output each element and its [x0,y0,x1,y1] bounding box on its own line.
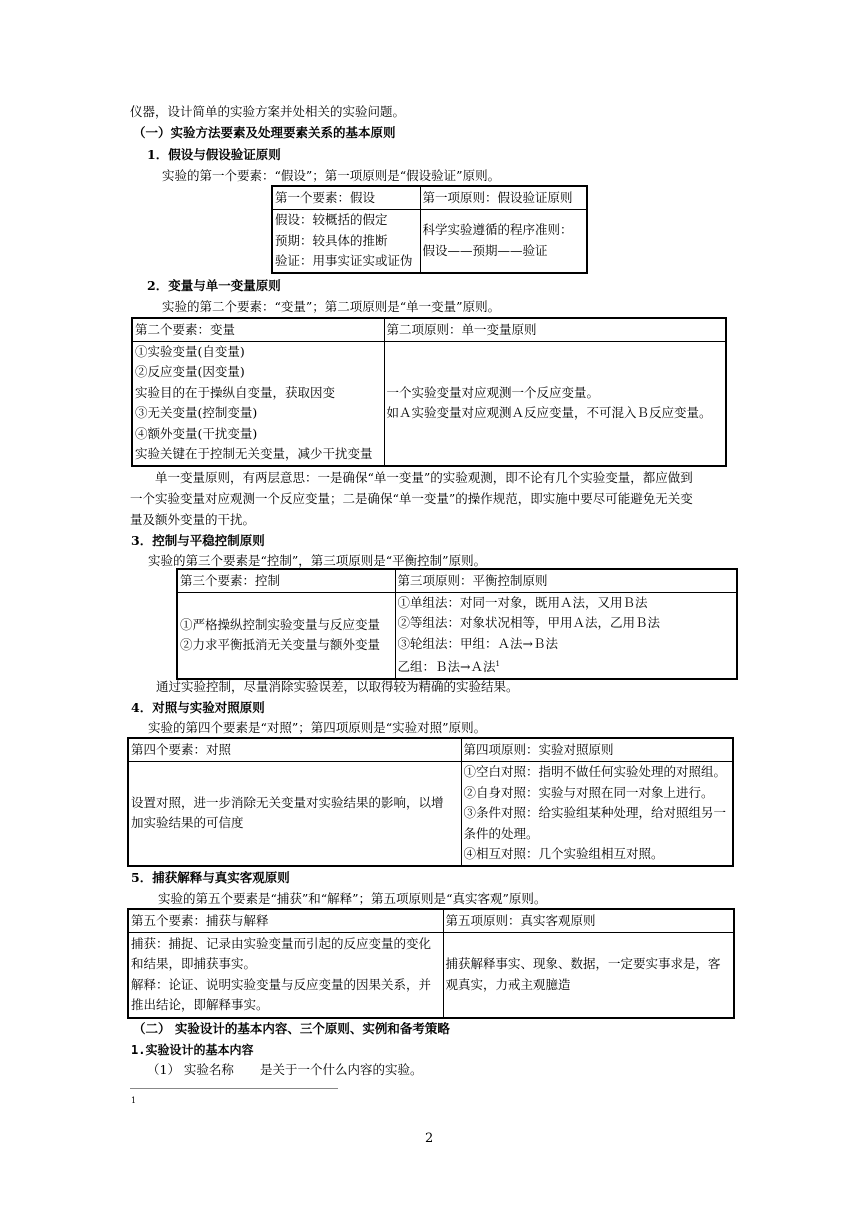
principle-1-intro: 实验的第一个要素：“假设”；第一项原则是“假设验证”原则。 [162,168,501,183]
cell-line: 加实验结果的可信度 [131,815,244,831]
table-variable [131,317,727,467]
cell-line [398,654,735,678]
cell-line: 验证：用事实证实或证伪 [275,253,413,268]
table-cell [177,592,395,679]
table-control [176,568,738,680]
cell-line: 解释：论证、说明实验变量与反应变量的因果关系，并 [131,976,432,992]
cell-line: ①单组法：对同一对象，既用Ａ法，又用Ｂ法 [397,594,648,610]
table-cell [420,209,587,273]
cell-line: 如Ａ实验变量对应观测Ａ反应变量，不可混入Ｂ反应变量。 [386,405,712,420]
table-cell [443,932,734,1018]
cell-line: ②反应变量(因变量) [135,364,245,379]
principle-5-title: 5．捕获解释与真实客观原则 [131,870,290,885]
paragraph-line: 量及额外变量的干扰。 [130,512,256,527]
table-header-cell: 第五项原则：真实客观原则 [443,909,734,932]
cell-line: 科学实验遵循的程序准则： [422,222,573,238]
page-number: 2 [425,1131,434,1146]
principle-3-intro: 实验的第三个要素是“控制”，第三项原则是“平衡控制”原则。 [148,553,487,568]
principle-4-intro: 实验的第四个要素是“对照”；第四项原则是“实验对照”原则。 [148,720,487,735]
cell-line: ②等组法：对象状况相等，甲用Ａ法，乙用Ｂ法 [397,615,661,630]
paragraph-line: 单一变量原则，有两层意思：一是确保“单一变量”的实验观测，即不论有几个实验变量，都应做到 [155,470,693,485]
cell-line: ③条件对照：给实验组某种处理，给对照组另一 [463,805,727,820]
table-header-cell: 第二项原则：单一变量原则 [384,318,726,341]
table-cell [128,761,461,866]
principle-5-intro: 实验的第五个要素是“捕获”和“解释”；第五项原则是“真实客观”原则。 [158,891,547,906]
cell-line: 设置对照，进一步消除无关变量对实验结果的影响，以增 [131,794,444,810]
cell-line: ①实验变量(自变量) [135,343,245,359]
subsection-title: 1.实验设计的基本内容 [131,1043,254,1057]
table-contrast [127,737,734,867]
cell-line: ②力求平衡抵消无关变量与额外变量 [180,637,381,653]
table-cell [461,761,733,866]
cell-line: ①空白对照：指明不做任何实验处理的对照组。 [463,764,727,779]
cell-line: 条件的处理。 [463,825,539,841]
cell-line: 实验目的在于操纵自变量，获取因变 [135,384,336,400]
paragraph-line: 通过实验控制，尽量消除实验误差，以取得较为精确的实验结果。 [156,679,519,694]
footnote-separator [130,1088,338,1089]
cell-line: 假设——预期——验证 [422,242,548,258]
cell-line: 一个实验变量对应观测一个反应变量。 [386,384,600,400]
principle-4-title: 4．对照与实验对照原则 [131,700,265,715]
table-header-cell: 第一项原则：假设验证原则 [420,186,587,209]
table-cell [395,592,737,679]
cell-line: ④相互对照：几个实验组相互对照。 [463,846,664,861]
table-header-cell: 第四个要素：对照 [128,738,461,761]
table-header-cell: 第一个要素：假设 [272,186,420,209]
paragraph-line: 一个实验变量对应观测一个反应变量；二是确保“单一变量”的操作规范，即实施中要尽可能避免无关变 [130,491,693,506]
section-heading-1: （一）实验方法要素及处理要素关系的基本原则 [133,125,396,140]
cell-line: 推出结论，即解释事实。 [131,997,269,1013]
table-cell [384,341,726,466]
table-cell [132,341,384,466]
item-label: （1） 实验名称 [147,1062,234,1077]
cell-text: 乙组：Ｂ法→Ａ法 [397,659,496,675]
cell-line: ②自身对照：实验与对照在同一对象上进行。 [463,784,714,800]
cell-line: 实验关键在于控制无关变量，减少干扰变量 [135,446,373,461]
cell-line: 假设：较概括的假定 [275,212,388,227]
cell-line: 预期：较具体的推断 [275,232,388,248]
principle-3-title: 3．控制与平稳控制原则 [131,533,265,548]
principle-2-title: 2．变量与单一变量原则 [147,278,281,293]
table-cell [128,932,443,1018]
table-cell [272,209,420,273]
principle-2-intro: 实验的第二个要素：“变量”；第二项原则是“单一变量”原则。 [162,299,501,314]
table-header-cell: 第五个要素：捕获与解释 [128,909,443,932]
cell-line: 捕获：捕捉、记录由实验变量而引起的反应变量的变化 [131,935,432,951]
cell-line: ③轮组法：甲组：Ａ法→Ｂ法 [397,635,558,651]
table-header-cell: 第四项原则：实验对照原则 [461,738,733,761]
item-text: 是关于一个什么内容的实验。 [260,1062,423,1077]
table-header-cell: 第三项原则：平衡控制原则 [395,569,737,592]
cell-line: ③无关变量(控制变量) [135,405,258,420]
cell-line: 观真实，力戒主观臆造 [445,976,571,992]
table-header-cell: 第三个要素：控制 [177,569,395,592]
cell-line: 捕获解释事实、现象、数据，一定要实事求是，客 [445,956,721,972]
footnote-reference[interactable]: 1 [495,660,500,668]
cell-line: ④额外变量(干扰变量) [135,425,258,441]
cell-line: ①严格操纵控制实验变量与反应变量 [180,616,381,632]
table-hypothesis [271,185,588,274]
table-capture [127,908,735,1019]
table-header-cell: 第二个要素：变量 [132,318,384,341]
cell-line: 和结果，即捕获事实。 [131,956,257,972]
footnote-mark: 1 [131,1096,137,1105]
principle-1-title: 1．假设与假设验证原则 [147,147,281,162]
intro-line: 仪器，设计简单的实验方案并处相关的实验问题。 [130,104,406,119]
section-heading-2: （二） 实验设计的基本内容、三个原则、实例和备考策略 [133,1021,450,1036]
